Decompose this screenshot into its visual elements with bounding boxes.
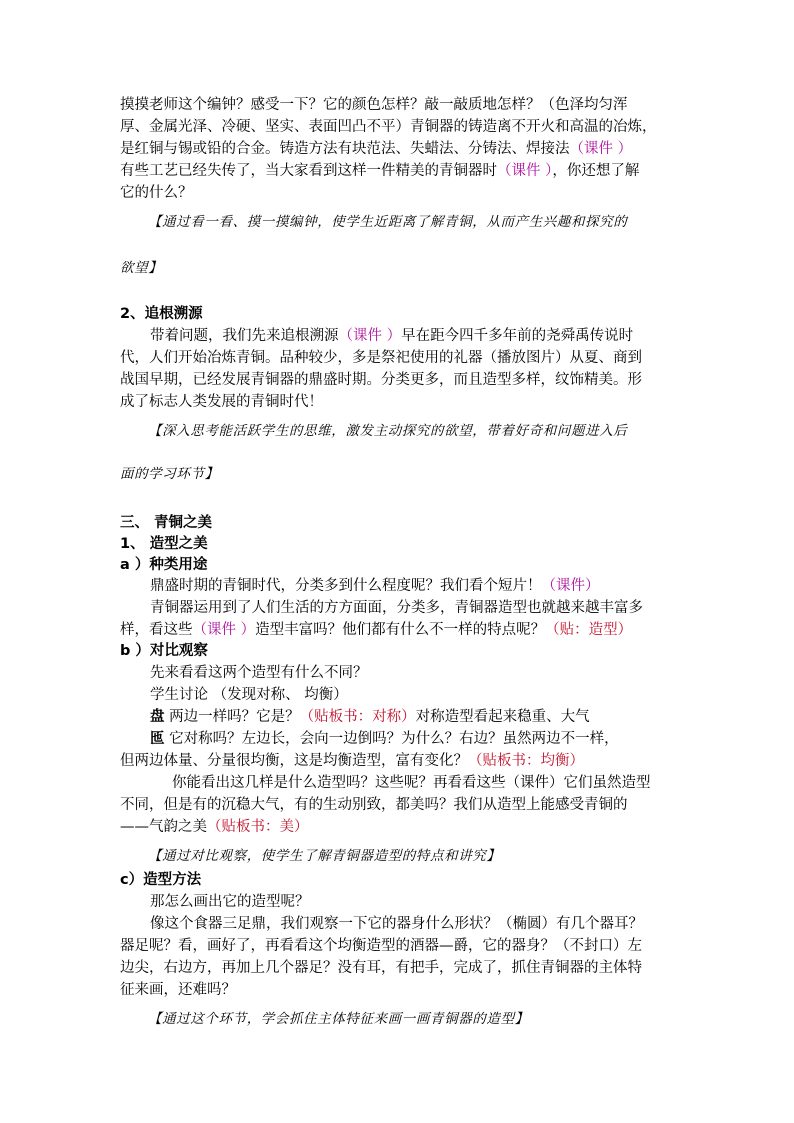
courseware-mark: （课件） [541,578,600,594]
board-mark: （贴板书：对称） [299,709,416,725]
paragraph-line: 那怎么画出它的造型呢？ [150,894,310,910]
teaching-note: 【通过看一看、摸一摸编钟，使学生近距离了解青铜，从而产生兴趣和探究的 [148,214,628,230]
courseware-mark: （课件 ） [569,141,633,157]
board-mark: （贴板书：均衡） [468,753,584,769]
subsection-heading: b ）对比观察 [120,643,208,659]
paragraph-line: 边尖，右边方，再加上几个器足？没有耳，有把手，完成了，抓住青铜器的主体特 [120,960,642,976]
teaching-note: 欲望】 [120,260,163,276]
paragraph-line: 征来画，还难吗？ [120,982,236,998]
subsection-heading: a ）种类用途 [120,557,208,573]
courseware-mark: （课件 ） [497,163,553,179]
intro-line: 它的什么？ [120,185,193,201]
subsection-heading: 1、 造型之美 [120,536,208,552]
intro-line: 有些工艺已经失传了，当大家看到这样一件精美的青铜器时（课件 ），你还想了解 [120,163,640,179]
courseware-mark: （课件 ） [338,328,402,344]
paragraph-line: 先来看看这两个造型有什么不同？ [150,665,368,681]
subsection-heading: c）造型方法 [120,872,202,888]
paragraph-line: 不同，但是有的沉稳大气，有的生动别致，都美吗？我们从造型上能感受青铜的 [120,797,628,813]
paragraph-line: 像这个食器三足鼎，我们观察一下它的器身什么形状？（椭圆）有几个器耳？ [150,916,643,932]
paragraph-line: 匜 它对称吗？左边长，会向一边倒吗？为什么？右边？虽然两边不一样， [150,730,619,747]
section-heading: 三、 青铜之美 [120,515,213,531]
paragraph-line: 带着问题，我们先来追根溯源（课件 ）早在距今四千多年前的尧舜禹传说时 [150,328,634,344]
paragraph-line: 但两边体量、分量很均衡，这是均衡造型，富有变化？（贴板书：均衡） [120,753,584,769]
paragraph-line: 器足呢？看，画好了，再看看这个均衡造型的酒器—爵，它的器身？（不封口）左 [120,938,642,954]
paragraph-line: 盘 两边一样吗？它是？（贴板书：对称）对称造型看起来稳重、大气 [150,708,590,725]
paragraph-line: 成了标志人类发展的青铜时代！ [120,394,323,410]
paragraph-line: ——气韵之美（贴板书：美） [120,819,309,835]
teaching-note: 【通过这个环节，学会抓住主体特征来画一画青铜器的造型】 [148,1011,529,1027]
section-heading: 2、追根溯源 [120,306,203,322]
paragraph-line: 样，看这些（课件 ）造型丰富吗？他们都有什么不一样的特点呢？（贴：造型） [120,622,633,638]
paragraph-line: 学生讨论 （发现对称、 均衡） [150,687,348,703]
teaching-note: 【通过对比观察，使学生了解青铜器造型的特点和讲究】 [148,848,501,864]
intro-line: 摸摸老师这个编钟？感受一下？它的颜色怎样？敲一敲质地怎样？（色泽均匀浑 [120,97,628,113]
courseware-mark: （课件 ） [192,622,256,638]
intro-line: 是红铜与锡或铅的合金。铸造方法有块范法、失蜡法、分铸法、焊接法（课件 ） [120,141,633,157]
paragraph-line: 战国早期，已经发展青铜器的鼎盛时期。分类更多，而且造型多样，纹饰精美。形 [120,372,642,388]
teaching-note: 【深入思考能活跃学生的思维，激发主动探究的欲望，带着好奇和问题进入后 [148,423,628,439]
paragraph-line: 你能看出这几样是什么造型吗？这些呢？再看看这些（课件）它们虽然造型 [172,775,651,791]
intro-line: 厚、金属光泽、冷硬、坚实、表面凹凸不平）青铜器的铸造离不开火和高温的冶炼， [120,119,657,135]
teaching-note: 面的学习环节】 [120,466,219,482]
paragraph-line: 鼎盛时期的青铜时代，分类多到什么程度呢？我们看个短片！（课件） [150,578,600,594]
paragraph-line: 代，人们开始冶炼青铜。品种较少，多是祭祀使用的礼器（播放图片）从夏、商到 [120,350,642,366]
paragraph-line: 青铜器运用到了人们生活的方方面面，分类多，青铜器造型也就越来越丰富多 [150,600,643,616]
board-mark: （贴板书：美） [207,819,309,835]
board-mark: （贴：造型） [545,622,633,638]
